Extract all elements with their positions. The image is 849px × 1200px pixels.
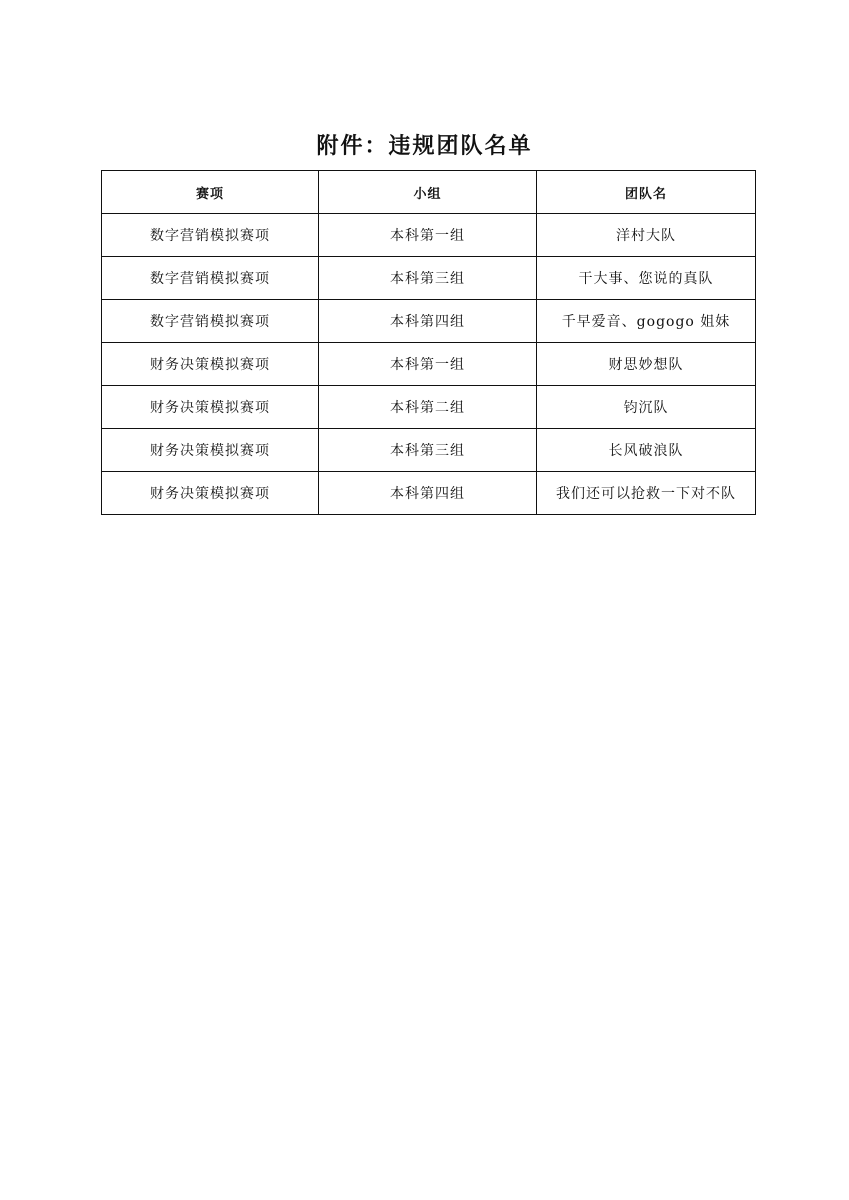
- cell-group: 本科第一组: [319, 343, 537, 386]
- cell-group: 本科第二组: [319, 386, 537, 429]
- cell-team-name: 我们还可以抢救一下对不队: [537, 472, 756, 515]
- cell-team-name: 钧沉队: [537, 386, 756, 429]
- cell-event: 数字营销模拟赛项: [102, 300, 319, 343]
- table-row: [102, 429, 756, 472]
- cell-event: 财务决策模拟赛项: [102, 386, 319, 429]
- violation-teams-table: [101, 170, 756, 515]
- cell-team-name: 千早爱音、gogogo 姐妹: [537, 300, 756, 343]
- table-row: [102, 472, 756, 515]
- header-group: 小组: [319, 171, 537, 214]
- table-header-row: [102, 171, 756, 214]
- cell-event: 财务决策模拟赛项: [102, 472, 319, 515]
- table-row: [102, 300, 756, 343]
- cell-group: 本科第一组: [319, 214, 537, 257]
- page-title: 附件：违规团队名单: [316, 134, 533, 159]
- cell-team-name: 财思妙想队: [537, 343, 756, 386]
- cell-event: 数字营销模拟赛项: [102, 214, 319, 257]
- table-row: [102, 257, 756, 300]
- cell-group: 本科第三组: [319, 257, 537, 300]
- cell-group: 本科第四组: [319, 300, 537, 343]
- cell-team-name: 长风破浪队: [537, 429, 756, 472]
- cell-event: 数字营销模拟赛项: [102, 257, 319, 300]
- header-team-name: 团队名: [537, 171, 756, 214]
- header-event: 赛项: [102, 171, 319, 214]
- cell-group: 本科第三组: [319, 429, 537, 472]
- table-row: [102, 343, 756, 386]
- table-row: [102, 386, 756, 429]
- cell-event: 财务决策模拟赛项: [102, 343, 319, 386]
- cell-team-name: 洋村大队: [537, 214, 756, 257]
- table-row: [102, 214, 756, 257]
- cell-event: 财务决策模拟赛项: [102, 429, 319, 472]
- cell-team-name: 干大事、您说的真队: [537, 257, 756, 300]
- cell-group: 本科第四组: [319, 472, 537, 515]
